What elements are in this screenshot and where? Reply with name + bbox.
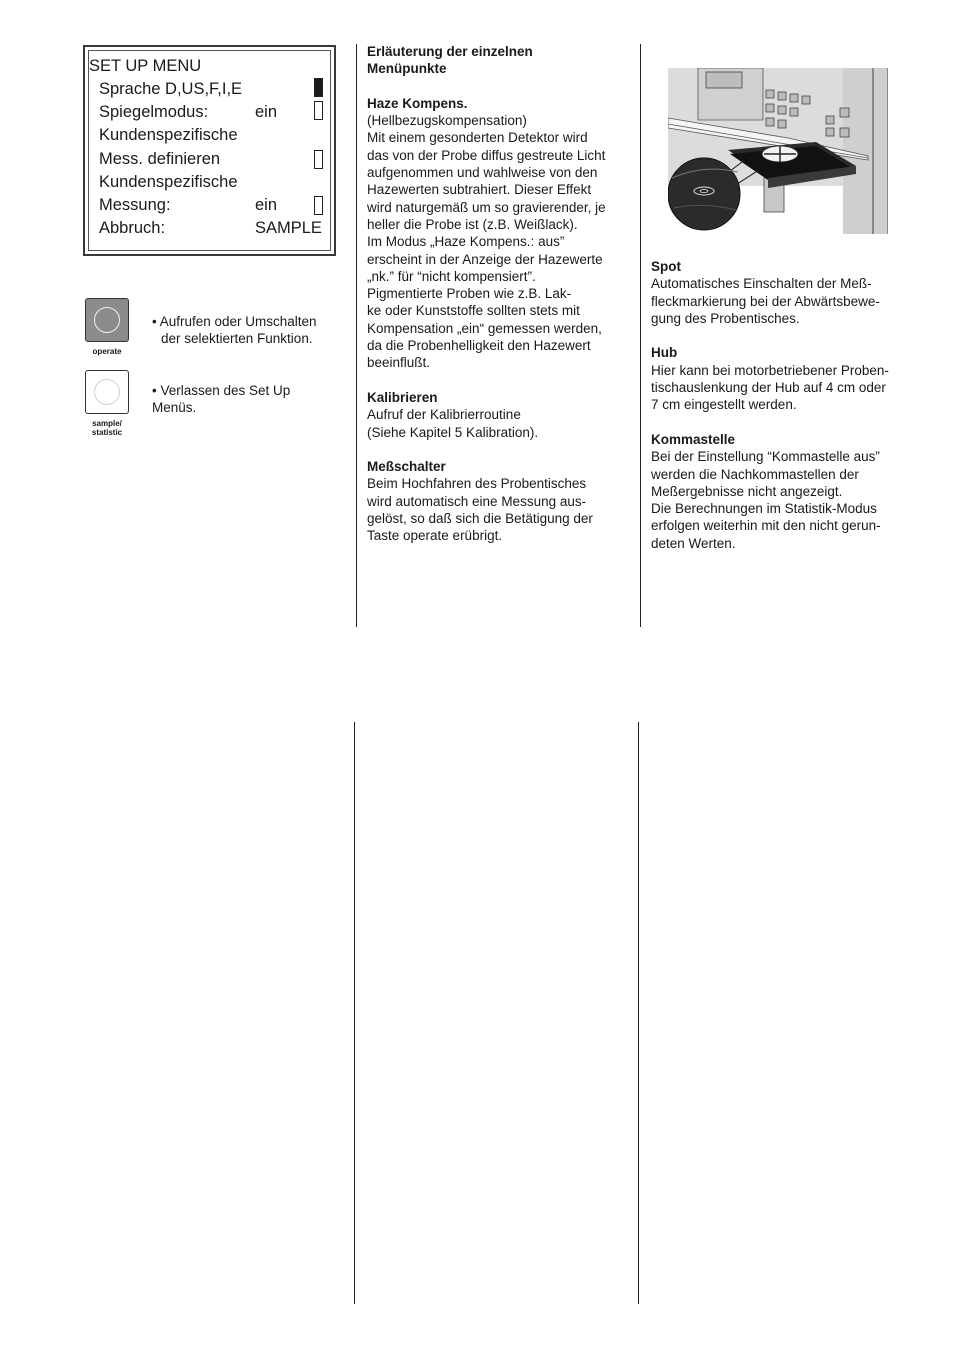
- text-line: werden die Nachkommastellen der: [651, 466, 859, 482]
- text-line: deten Werten.: [651, 535, 736, 551]
- section-heading: Meßschalter: [367, 459, 446, 475]
- text-line: erfolgen weiterhin mit den nicht gerun-: [651, 518, 881, 534]
- text-line: Hazewerten subtrahiert. Dieser Effekt: [367, 182, 592, 198]
- text-line: da die Probenhelligkeit den Hazewert: [367, 338, 591, 354]
- intro-heading-line: Erläuterung der einzelnen: [367, 44, 533, 59]
- sample-description-line: • Verlassen des Set Up: [152, 383, 291, 398]
- text-line: beeinflußt.: [367, 355, 431, 371]
- text-line: gelöst, so daß sich die Betätigung der: [367, 511, 593, 527]
- column-divider-top-right: [640, 44, 641, 627]
- column-divider-bottom-right: [638, 722, 639, 1304]
- section-measure-switch: [367, 458, 632, 544]
- instrument-sample-table-illustration: [668, 68, 888, 234]
- sample-description: [152, 382, 290, 416]
- sample-statistic-button-label: [80, 419, 134, 437]
- text-line: (Siehe Kapitel 5 Kalibration).: [367, 424, 539, 440]
- section-decimal-place: [651, 431, 916, 552]
- text-line: Aufruf der Kalibrierroutine: [367, 407, 521, 423]
- section-heading: Haze Kompens.: [367, 95, 468, 111]
- sample-description-line: Menüs.: [152, 400, 197, 415]
- menu-item-mirror-mode[interactable]: Spiegelmodus:: [99, 103, 209, 121]
- section-haze-compensation: [367, 95, 632, 372]
- sample-label-line: sample/: [92, 419, 122, 428]
- selection-cursor-filled: [314, 78, 323, 97]
- measurement-value: ein: [255, 196, 278, 214]
- sample-statistic-button[interactable]: [85, 370, 129, 414]
- column-divider-bottom-left: [354, 722, 355, 1304]
- column-divider-top-left: [356, 44, 357, 627]
- text-line: 7 cm eingestellt werden.: [651, 397, 797, 413]
- text-line: Automatisches Einschalten der Meß-: [651, 276, 872, 292]
- section-stroke: [651, 344, 916, 413]
- text-line: ke oder Kunststoffe sollten stets mit: [367, 303, 580, 319]
- menu-item-measurement[interactable]: Messung:: [99, 196, 171, 214]
- section-spot: [651, 258, 916, 327]
- middle-column: [367, 43, 632, 562]
- text-line: das von der Probe diffus gestreute Licht: [367, 147, 606, 163]
- section-calibrate: [367, 389, 632, 441]
- menu-item-custom-2[interactable]: Kundenspezifische: [99, 173, 238, 191]
- text-line: Die Berechnungen im Statistik-Modus: [651, 501, 877, 517]
- text-line: wird automatisch eine Messung aus-: [367, 493, 587, 509]
- menu-item-define-measurement[interactable]: Mess. definieren: [99, 150, 221, 168]
- text-line: Kompensation „ein“ gemessen werden,: [367, 320, 602, 336]
- right-column: [651, 258, 916, 569]
- mirror-mode-value: ein: [255, 103, 278, 121]
- text-line: Beim Hochfahren des Probentisches: [367, 476, 587, 492]
- menu-items-intro: [367, 43, 632, 78]
- selection-cursor-empty: [314, 101, 323, 120]
- sample-button-circle-icon: [94, 379, 120, 405]
- menu-item-custom-1[interactable]: Kundenspezifische: [99, 126, 238, 144]
- menu-title: SET UP MENU: [89, 57, 202, 75]
- text-line: (Hellbezugskompensation): [367, 113, 527, 129]
- text-line: fleckmarkierung bei der Abwärtsbewe-: [651, 293, 880, 309]
- text-line: tischauslenkung der Hub auf 4 cm oder: [651, 380, 886, 396]
- operate-description-line: • Aufrufen oder Umschalten: [152, 314, 317, 329]
- intro-heading-line: Menüpunkte: [367, 61, 447, 77]
- section-heading: Spot: [651, 259, 681, 274]
- text-line: „nk.” für “nicht kompensiert”.: [367, 268, 536, 284]
- menu-item-language[interactable]: Sprache D,US,F,I,E: [99, 80, 243, 98]
- text-line: Taste operate erübrigt.: [367, 528, 503, 544]
- setup-menu-display: [83, 45, 336, 256]
- text-line: Meßergebnisse nicht angezeigt.: [651, 483, 843, 499]
- text-line: Hier kann bei motorbetriebener Proben-: [651, 362, 889, 378]
- operate-description: [152, 313, 317, 347]
- selection-cursor-empty: [314, 196, 323, 215]
- text-line: Im Modus „Haze Kompens.: aus”: [367, 234, 565, 250]
- abort-value: SAMPLE: [255, 219, 322, 237]
- operate-description-line: der selektierten Funktion.: [161, 331, 313, 346]
- section-heading: Kalibrieren: [367, 389, 438, 405]
- text-line: wird naturgemäß um so gravierender, je: [367, 199, 606, 215]
- operate-button[interactable]: [85, 298, 129, 342]
- statistic-label-line: statistic: [91, 428, 123, 437]
- text-line: heller die Probe ist (z.B. Weißlack).: [367, 216, 578, 232]
- text-line: gung des Probentisches.: [651, 310, 800, 326]
- text-line: aufgenommen und wahlweise von den: [367, 165, 598, 181]
- text-line: Bei der Einstellung “Kommastelle aus”: [651, 449, 880, 465]
- text-line: Mit einem gesonderten Detektor wird: [367, 130, 588, 146]
- text-line: erscheint in der Anzeige der Hazewerte: [367, 251, 603, 267]
- section-heading: Hub: [651, 345, 678, 361]
- selection-cursor-empty: [314, 150, 323, 169]
- section-heading: Kommastelle: [651, 431, 736, 447]
- operate-button-circle-icon: [94, 307, 120, 333]
- operate-button-label: operate: [92, 347, 122, 356]
- menu-item-abort[interactable]: Abbruch:: [99, 219, 166, 237]
- text-line: Pigmentierte Proben wie z.B. Lak-: [367, 286, 572, 302]
